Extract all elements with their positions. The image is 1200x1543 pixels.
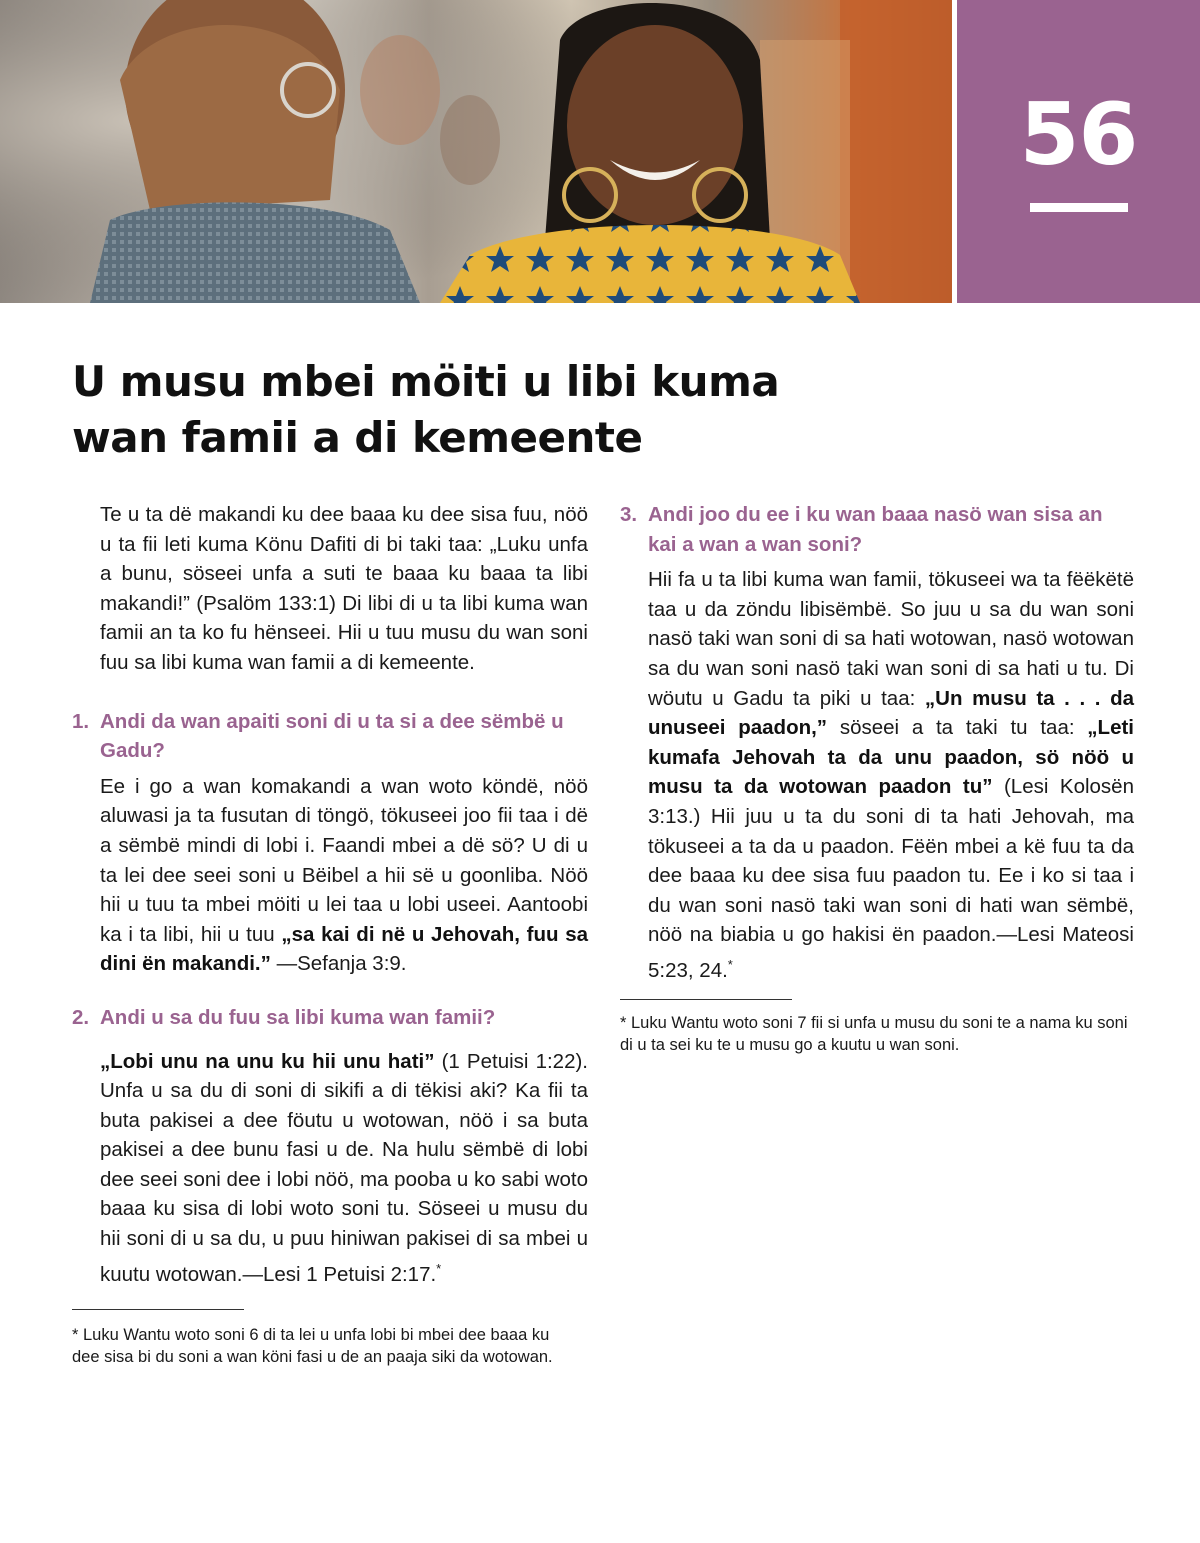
question-1-number: 1. — [72, 709, 90, 733]
answer-3-text-mid: söseei a ta taki tu taa: — [827, 716, 1088, 740]
answer-2-footnote-marker[interactable]: * — [436, 1260, 442, 1276]
lesson-number-underline — [1030, 203, 1128, 212]
lesson-number-box — [957, 0, 1200, 303]
lesson-number: 56 — [1019, 85, 1138, 185]
footnote-left: * Luku Wantu woto soni 6 di ta lei u unfa lobi bi mbei dee baaa ku dee sisa bi du soni a wan köni fasi u de an paaja siki da wotowan. — [72, 1326, 553, 1367]
title-line-1: U musu mbei möiti u libi kuma — [72, 357, 780, 406]
page-title — [72, 354, 872, 466]
right-column — [620, 500, 1134, 1056]
hero-photo — [0, 0, 952, 303]
hero-photo-illustration — [0, 0, 952, 303]
question-3 — [620, 500, 1134, 559]
answer-3 — [620, 565, 1134, 985]
answer-1-bold: „sa kai di në u Jehovah, fuu sa dini ën makandi.” — [100, 922, 588, 976]
answer-3-text-end: (Lesi Kolosën 3:13.) Hii juu u ta du soni di ta hati Jehovah, ma tökuseei a ta da u paadon. Fëën mbei a kë fuu ta da dee baaa ku dee sisa fuu paadon tu. Ee i ko si taa i du wan soni nasö taki wan soni di hati wan sëmbë, nöö na biabia u go hakisi ën paadon.—Lesi Mateosi 5:23, 24. — [648, 775, 1134, 982]
answer-1-text: Ee i go a wan komakandi a wan woto köndë, nöö aluwasi ja ta fusutan di töngö, tökuseei joo fii taa i dë a sëmbë mindi di lobi i. Faandi mbei a dë sö? U di u ta lei dee seei soni u Bëibel a hii së u goonliba. Nöö hii u tuu ta mbei möiti u lei taa u lobi useei. Aantoobi ka i ta libi, hii u tuu — [100, 774, 588, 946]
answer-2 — [72, 1047, 588, 1290]
question-2-text: Andi u sa du fuu sa libi kuma wan famii? — [100, 1005, 496, 1029]
answer-3-bold-2: „Leti kumafa Jehovah ta da unu paadon, sö nöö u musu ta da wotowan paadon tu” — [648, 716, 1134, 799]
answer-1-reference: —Sefanja 3:9. — [270, 952, 407, 976]
answer-2-text: (1 Petuisi 1:22). Unfa u sa du di soni di sikifi a di tëkisi aki? Ka fii ta buta pakisei a dee föutu u wotowan, nöö i sa buta pakisei a dee bunu fasi u de. Na hulu sëmbë di lobi dee seei soni dee i lobi nöö, ma pooba u ko sabi woto baaa ku sisa di lobi woto soni tu. Söseei u musu du hii soni di u sa du, u puu hiniwan pakisei di sa mbei u kuutu wotowan.—Lesi 1 Petuisi 2:17. — [100, 1049, 588, 1286]
question-1-text: Andi da wan apaiti soni di u ta si a dee sëmbë u Gadu? — [100, 709, 564, 763]
question-2 — [72, 1003, 588, 1033]
question-3-text: Andi joo du ee i ku wan baaa nasö wan sisa an kai a wan a wan soni? — [648, 503, 1103, 556]
answer-3-text: Hii fa u ta libi kuma wan famii, tökuseei wa ta fëëkëtë taa u da zöndu libisëmbë. So juu u sa du wan soni nasö taki wan soni di sa hati wotowan, nasö wotowan sa du wan soni nasö taki wan soni di sa hati u tu. Di wöutu u Gadu ta piki u taa: — [648, 568, 1134, 710]
footnote-right: * Luku Wantu woto soni 7 fii si unfa u musu du soni te a nama ku soni di u ta sei ku te u musu go a kuutu u wan soni. — [620, 1014, 1128, 1055]
left-column — [72, 500, 588, 1368]
answer-3-bold-1: „Un musu ta . . . da unuseei paadon,” — [648, 686, 1134, 740]
intro-paragraph: Te u ta dë makandi ku dee baaa ku dee sisa fuu, nöö u ta fii leti kuma Könu Dafiti di bi taki taa: „Luku unfa a bunu, söseei unfa a suti te baaa ku baaa ta libi makandi!” (Psalöm 133:1) Di libi di u ta libi kuma wan famii an ta ko fu hënseei. Hii u tuu musu du wan soni fuu sa libi kuma wan famii a di kemeente. — [100, 503, 588, 674]
answer-2-bold: „Lobi unu na unu ku hii unu hati” — [100, 1049, 435, 1073]
answer-3-footnote-marker[interactable]: * — [727, 956, 733, 972]
question-1 — [72, 707, 588, 766]
title-line-2: wan famii a di kemeente — [72, 413, 643, 462]
answer-1 — [72, 772, 588, 979]
question-2-number: 2. — [72, 1005, 90, 1029]
footnote-rule-right — [620, 999, 792, 1000]
question-3-number: 3. — [620, 503, 638, 526]
footnote-rule-left — [72, 1309, 244, 1310]
